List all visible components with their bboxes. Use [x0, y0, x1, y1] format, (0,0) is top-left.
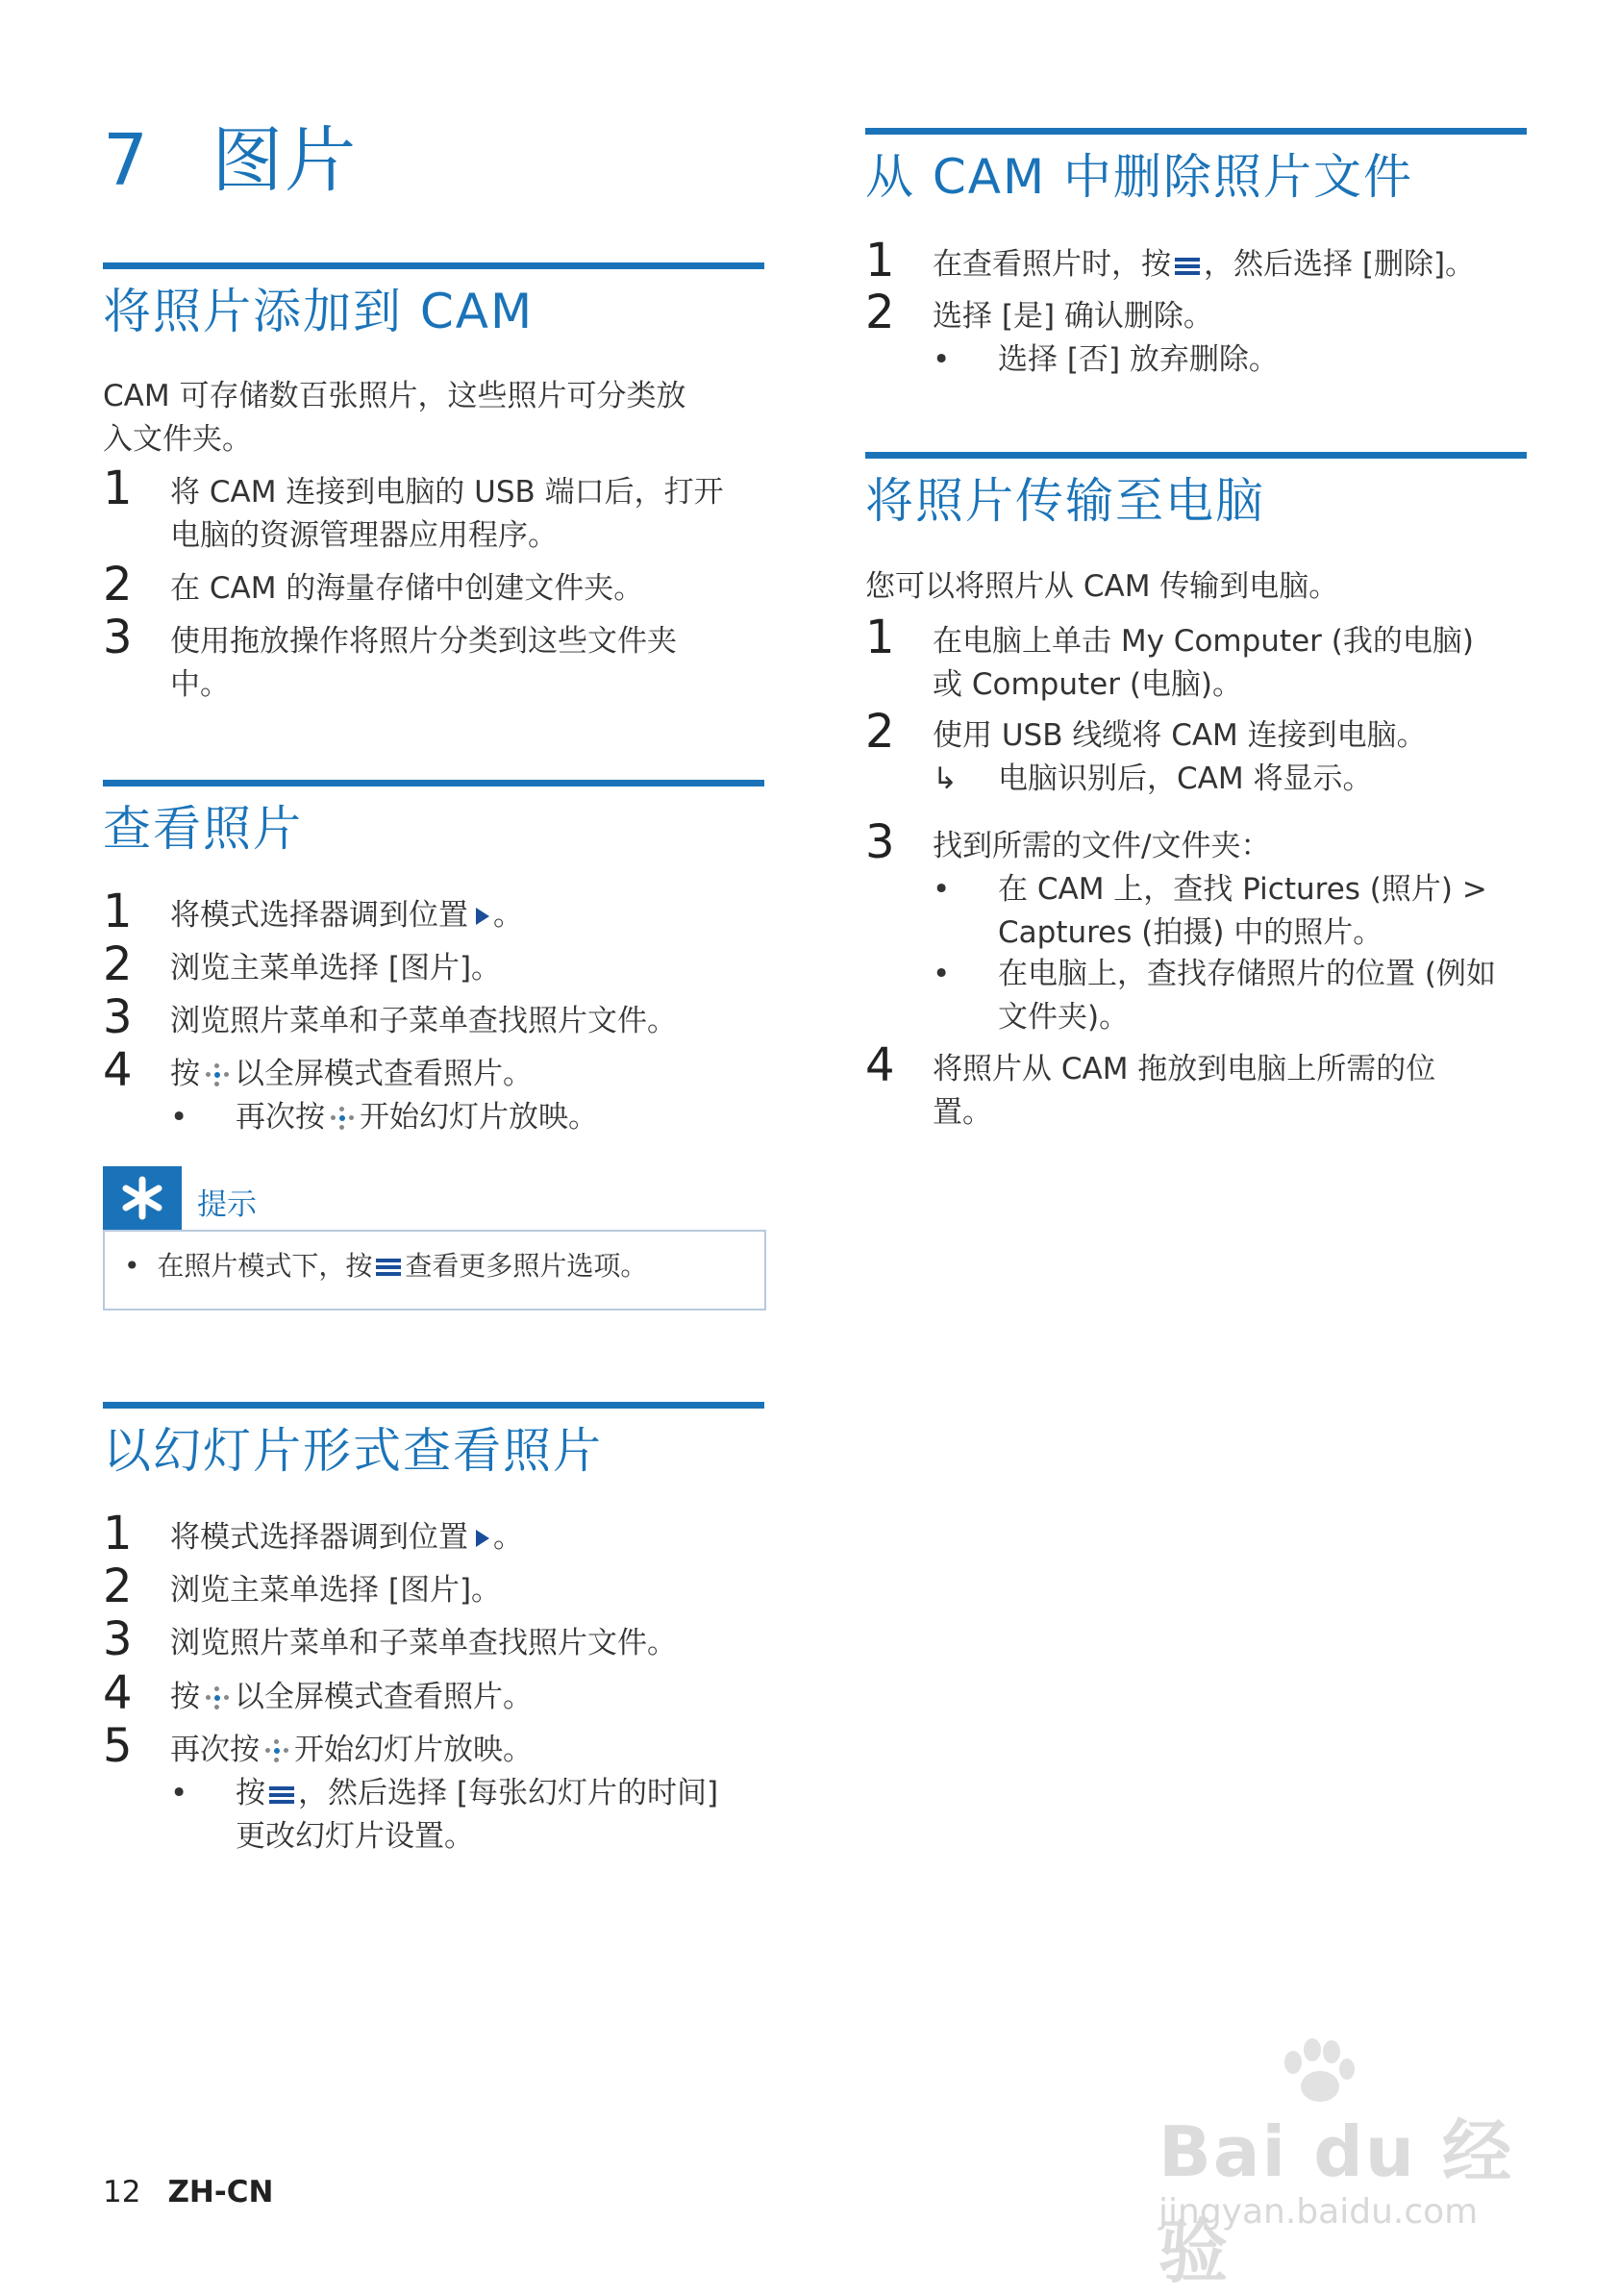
- step-text: ，然后选择 [删除]。: [1204, 247, 1476, 282]
- step-text: 在电脑上单击 My Computer (我的电脑): [933, 624, 1474, 659]
- page-footer: [103, 2175, 273, 2209]
- step-number: 1: [865, 234, 895, 287]
- step-text: 在查看照片时，按: [933, 247, 1171, 282]
- bullet-dot: •: [933, 872, 951, 907]
- chapter-number: 7: [103, 119, 151, 202]
- tip-box: [103, 1230, 766, 1310]
- watermark-logo-text: Bai du 经验: [1158, 2111, 1514, 2292]
- step-text: 置。: [933, 1095, 992, 1130]
- step-number: 3: [103, 611, 133, 664]
- step-number: 3: [103, 990, 133, 1044]
- bullet-text: 在 CAM 上，查找 Pictures (照片) >: [998, 872, 1487, 907]
- section-title: 从 CAM 中删除照片文件: [865, 149, 1414, 205]
- play-icon: [476, 1530, 489, 1547]
- section-slideshow: [103, 1402, 764, 1480]
- intro-line: 入文件夹。: [103, 422, 252, 457]
- bullet-dot: •: [170, 1776, 188, 1810]
- chapter-title: [103, 104, 358, 206]
- step-text: 在 CAM 的海量存储中创建文件夹。: [170, 571, 644, 606]
- step-text: 。: [493, 898, 523, 933]
- tip-label: 提示: [197, 1187, 257, 1222]
- section-rule: [103, 262, 764, 269]
- step-number: 5: [103, 1719, 133, 1773]
- section-add-photos: [103, 262, 764, 340]
- ok-button-icon: [206, 1686, 229, 1710]
- section-view-photos: [103, 780, 764, 858]
- step-text: 浏览主菜单选择 [图片]。: [170, 1573, 502, 1608]
- step-number: 1: [103, 1507, 133, 1560]
- bullet-dot: •: [170, 1100, 188, 1135]
- step-number: 2: [865, 286, 895, 339]
- menu-icon: [1175, 257, 1200, 276]
- tip-text-part: 查看更多照片选项。: [405, 1250, 648, 1282]
- bullet-text: Captures (拍摄) 中的照片。: [998, 915, 1383, 950]
- step-number: 3: [103, 1612, 133, 1666]
- bullet-text: 开始幻灯片放映。: [360, 1100, 598, 1135]
- step-number: 2: [865, 705, 895, 759]
- chapter-name: 图片: [212, 119, 359, 202]
- section-rule: [103, 780, 764, 786]
- bullet-text: 选择 [否] 放弃删除。: [998, 342, 1279, 377]
- step-number: 1: [103, 462, 133, 515]
- watermark-url: jingyan.baidu.com: [1158, 2192, 1479, 2232]
- step-text: 开始幻灯片放映。: [294, 1733, 533, 1767]
- step-text: 以全屏模式查看照片。: [235, 1057, 533, 1091]
- section-delete-photos: [865, 128, 1527, 206]
- bullet-text: 更改幻灯片设置。: [236, 1819, 474, 1854]
- step-text: 电脑的资源管理器应用程序。: [170, 518, 558, 553]
- step-text: 将模式选择器调到位置: [170, 1520, 468, 1555]
- step-number: 1: [865, 611, 895, 664]
- step-text: 选择 [是] 确认删除。: [933, 299, 1213, 334]
- result-text: 电脑识别后，CAM 将显示。: [998, 761, 1373, 796]
- bullet-text: 再次按: [236, 1100, 325, 1135]
- step-number: 2: [103, 1560, 133, 1613]
- baidu-watermark: [1158, 2058, 1543, 2292]
- step-text: 使用 USB 线缆将 CAM 连接到电脑。: [933, 718, 1427, 753]
- step-number: 1: [103, 885, 133, 938]
- step-number: 2: [103, 937, 133, 991]
- step-text: 浏览主菜单选择 [图片]。: [170, 951, 502, 986]
- bullet-text: 在电脑上，查找存储照片的位置 (例如: [998, 957, 1496, 991]
- step-text: 浏览照片菜单和子菜单查找照片文件。: [170, 1004, 677, 1038]
- bullet-dot: •: [933, 342, 951, 377]
- bullet-text: 文件夹)。: [998, 1000, 1130, 1035]
- step-text: 浏览照片菜单和子菜单查找照片文件。: [170, 1626, 677, 1660]
- bullet-text: 按: [236, 1776, 265, 1810]
- page-number: 12: [103, 2175, 141, 2209]
- intro-paragraph: [103, 375, 764, 462]
- bullet-text: ，然后选择 [每张幻灯片的时间]: [298, 1776, 719, 1810]
- section-title: 以幻灯片形式查看照片: [103, 1423, 603, 1479]
- tip-text-part: 在照片模式下，按: [157, 1250, 373, 1282]
- step-text: 以全屏模式查看照片。: [235, 1680, 533, 1714]
- ok-button-icon: [331, 1107, 354, 1130]
- bullet-dot: •: [124, 1250, 140, 1282]
- ok-button-icon: [265, 1739, 288, 1762]
- bullet-dot: •: [933, 957, 951, 991]
- step-text: 使用拖放操作将照片分类到这些文件夹: [170, 624, 677, 659]
- step-number: 2: [103, 558, 133, 611]
- step-text: 将照片从 CAM 拖放到电脑上所需的位: [933, 1052, 1436, 1086]
- step-text: 中。: [170, 667, 230, 702]
- menu-icon: [269, 1785, 294, 1805]
- tip-text: [124, 1245, 647, 1284]
- menu-icon: [376, 1258, 401, 1277]
- step-text: 按: [170, 1680, 200, 1714]
- section-rule: [103, 1402, 764, 1409]
- section-title: 将照片传输至电脑: [865, 473, 1265, 529]
- step-text: 按: [170, 1057, 200, 1091]
- tip-header: [103, 1166, 764, 1230]
- section-transfer-photos: [865, 452, 1527, 530]
- step-text: 找到所需的文件/文件夹：: [933, 829, 1271, 863]
- step-text: 再次按: [170, 1733, 260, 1767]
- step-text: 或 Computer (电脑)。: [933, 667, 1243, 702]
- section-title: 查看照片: [103, 801, 303, 857]
- intro-line: CAM 可存储数百张照片，这些照片可分类放: [103, 379, 686, 413]
- section-rule: [865, 128, 1527, 135]
- section-title: 将照片添加到 CAM: [103, 284, 535, 339]
- step-text: 将 CAM 连接到电脑的 USB 端口后，打开: [170, 475, 724, 510]
- language-code: ZH-CN: [167, 2175, 274, 2209]
- step-number: 4: [103, 1043, 133, 1097]
- step-number: 4: [103, 1666, 133, 1720]
- result-arrow-icon: ↳: [933, 761, 958, 796]
- asterisk-icon: [103, 1166, 182, 1230]
- step-number: 4: [865, 1038, 895, 1092]
- step-text: 。: [493, 1520, 523, 1555]
- step-text: 将模式选择器调到位置: [170, 898, 468, 933]
- section-rule: [865, 452, 1527, 459]
- ok-button-icon: [206, 1063, 229, 1086]
- intro-paragraph: 您可以将照片从 CAM 传输到电脑。: [865, 569, 1339, 604]
- step-number: 3: [865, 815, 895, 869]
- play-icon: [476, 908, 489, 925]
